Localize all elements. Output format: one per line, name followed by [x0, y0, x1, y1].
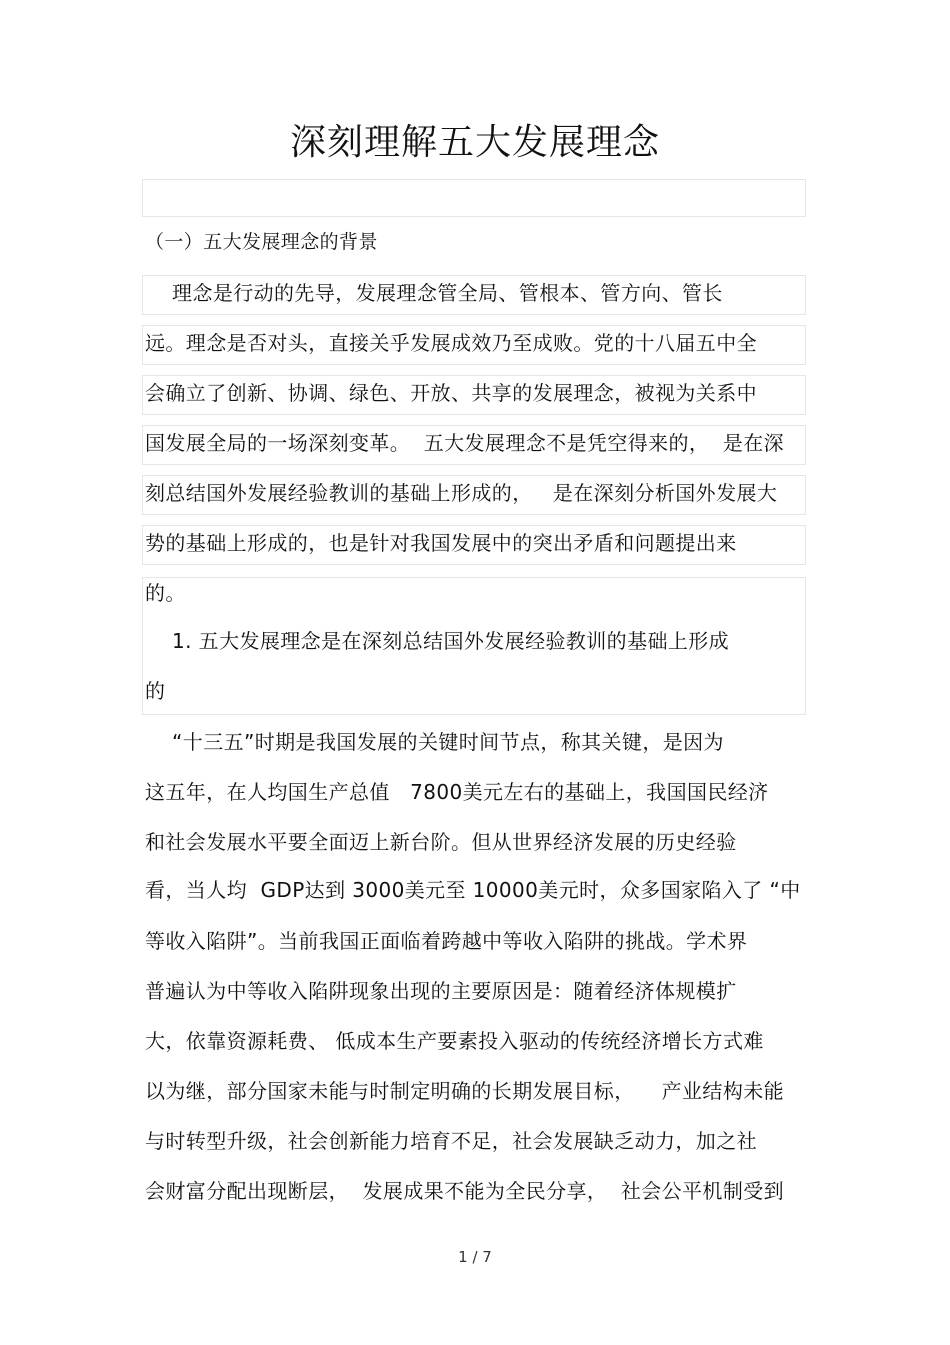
subheading-line: 的 [145, 679, 166, 703]
paragraph-line: 以为继，部分国家未能与时制定明确的长期发展目标， 产业结构未能 [145, 1079, 785, 1103]
paragraph-line: 与时转型升级，社会创新能力培育不足，社会发展缺乏动力，加之社 [145, 1129, 757, 1153]
paragraph-line: 远。理念是否对头，直接关乎发展成效乃至成败。党的十八届五中全 [145, 331, 757, 355]
page-indicator: 1 / 7 [458, 1248, 492, 1266]
paragraph-line: 国发展全局的一场深刻变革。 五大发展理念不是凭空得来的， 是在深 [145, 431, 785, 455]
paragraph-line: 普遍认为中等收入陷阱现象出现的主要原因是：随着经济体规模扩 [145, 979, 737, 1003]
paragraph-line: 理念是行动的先导，发展理念管全局、管根本、管方向、管长 [145, 281, 723, 305]
subheading-line: 1. 五大发展理念是在深刻总结国外发展经验教训的基础上形成 [145, 629, 730, 653]
empty-frame [142, 179, 806, 217]
paragraph-line: 会财富分配出现断层， 发展成果不能为全民分享， 社会公平机制受到 [145, 1179, 785, 1203]
paragraph-line: “十三五”时期是我国发展的关键时间节点，称其关键，是因为 [145, 730, 724, 754]
paragraph-line: 势的基础上形成的，也是针对我国发展中的突出矛盾和问题提出来 [145, 531, 737, 555]
paragraph-line: 会确立了创新、协调、绿色、开放、共享的发展理念，被视为关系中 [145, 381, 757, 405]
paragraph-line: 这五年，在人均国生产总值 7800美元左右的基础上，我国国民经济 [145, 780, 769, 804]
paragraph-line: 大，依靠资源耗费、 低成本生产要素投入驱动的传统经济增长方式难 [145, 1029, 764, 1053]
paragraph-line: 和社会发展水平要全面迈上新台阶。但从世界经济发展的历史经验 [145, 830, 737, 854]
section-heading: （一）五大发展理念的背景 [145, 231, 378, 253]
paragraph-line: 的。 [145, 581, 186, 605]
paragraph-line: 刻总结国外发展经验教训的基础上形成的， 是在深刻分析国外发展大 [145, 481, 778, 505]
paragraph-line: 等收入陷阱”。当前我国正面临着跨越中等收入陷阱的挑战。学术界 [145, 929, 748, 953]
document-title: 深刻理解五大发展理念 [289, 122, 660, 163]
paragraph-line: 看，当人均 GDP达到 3000美元至 10000美元时，众多国家陷入了 “中 [145, 878, 801, 902]
